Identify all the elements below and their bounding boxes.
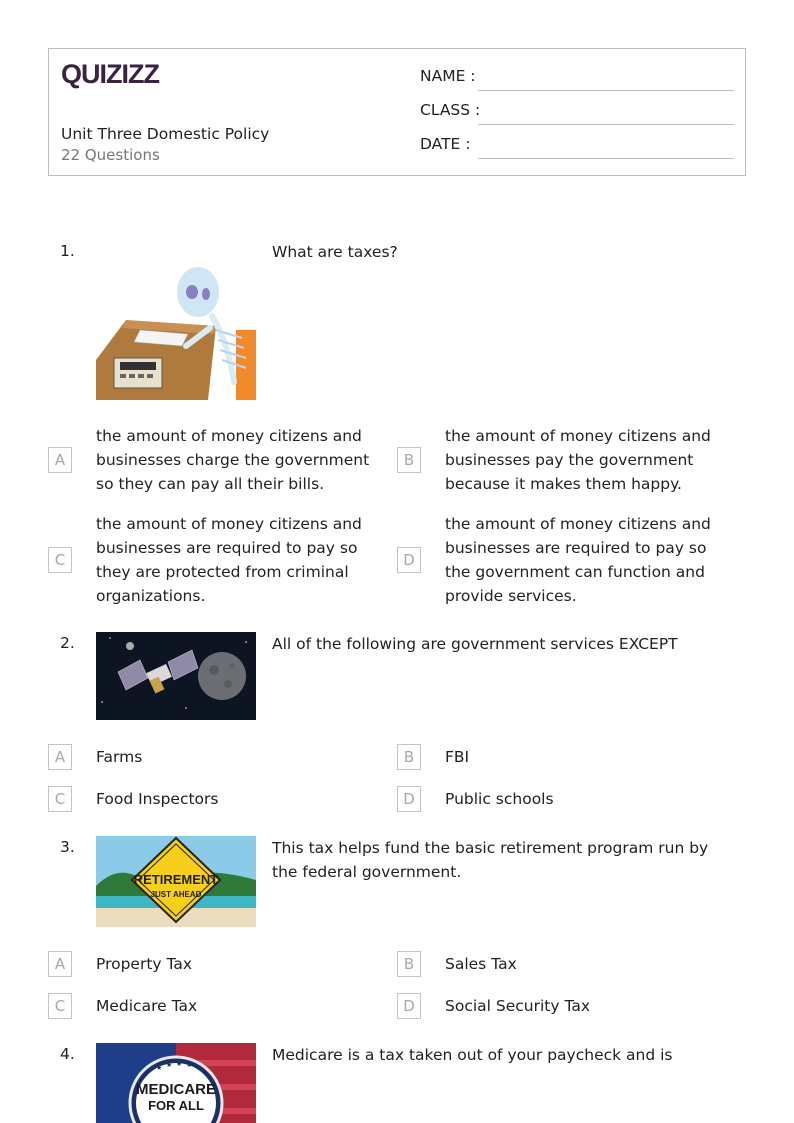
worksheet-title: Unit Three Domestic Policy bbox=[61, 125, 270, 143]
option-text: Farms bbox=[96, 748, 143, 766]
option-text: the amount of money citizens and businesses are required to pay so the government can function and provide services. bbox=[445, 515, 711, 605]
option-letter[interactable]: B bbox=[397, 951, 421, 977]
skeleton-calculator-image bbox=[96, 242, 256, 400]
svg-text:★: ★ bbox=[186, 1062, 193, 1069]
medicare-button-image bbox=[96, 1043, 256, 1123]
medicare-button-illustration bbox=[96, 1043, 256, 1123]
svg-text:★: ★ bbox=[176, 1061, 183, 1068]
worksheet-header bbox=[48, 48, 746, 176]
retirement-sign-line2: JUST AHEAD bbox=[150, 890, 202, 899]
name-line[interactable] bbox=[478, 90, 734, 91]
option-letter[interactable]: D bbox=[397, 786, 421, 812]
option-letter[interactable]: A bbox=[48, 447, 72, 473]
date-label: DATE : bbox=[420, 135, 471, 153]
option-letter[interactable]: B bbox=[397, 744, 421, 770]
question-text: What are taxes? bbox=[272, 243, 398, 261]
option-text: FBI bbox=[445, 748, 470, 766]
quizizz-logo: QUIZIZZ bbox=[61, 59, 159, 89]
medicare-button-line1: MEDICARE bbox=[135, 1081, 217, 1098]
option-text: Public schools bbox=[445, 790, 554, 808]
name-field[interactable] bbox=[420, 67, 734, 91]
option-text: Property Tax bbox=[96, 955, 193, 973]
question-number: 3. bbox=[60, 838, 75, 856]
class-field[interactable] bbox=[420, 101, 734, 125]
question-number: 2. bbox=[60, 634, 75, 652]
retirement-sign-image bbox=[96, 836, 256, 927]
option-letter[interactable]: A bbox=[48, 951, 72, 977]
spacecraft-moon-image bbox=[96, 632, 256, 720]
class-line[interactable] bbox=[478, 124, 734, 125]
option-letter[interactable]: A bbox=[48, 744, 72, 770]
question-text: All of the following are government services EXCEPT bbox=[272, 635, 678, 653]
medicare-button-line2: FOR ALL bbox=[148, 1098, 204, 1113]
option-text: the amount of money citizens and businesses are required to pay so they are protected from criminal organizations. bbox=[96, 515, 362, 605]
option-letter[interactable]: C bbox=[48, 547, 72, 573]
question-number: 4. bbox=[60, 1045, 75, 1063]
option-text: Social Security Tax bbox=[445, 997, 591, 1015]
retirement-sign-line1: RETIREMENT bbox=[133, 872, 219, 887]
svg-text:★: ★ bbox=[196, 1065, 203, 1072]
option-text: the amount of money citizens and businesses charge the government so they can pay all their bills. bbox=[96, 427, 370, 493]
question-number: 1. bbox=[60, 242, 75, 260]
spacecraft-illustration bbox=[96, 632, 256, 720]
option-letter[interactable]: D bbox=[397, 547, 421, 573]
option-text: Food Inspectors bbox=[96, 790, 219, 808]
question-text: This tax helps fund the basic retirement program run by the federal government. bbox=[272, 839, 709, 881]
date-line[interactable] bbox=[478, 158, 734, 159]
name-label: NAME : bbox=[420, 67, 476, 85]
option-text: the amount of money citizens and businesses pay the government because it makes them happy. bbox=[445, 427, 711, 493]
option-letter[interactable]: B bbox=[397, 447, 421, 473]
option-text: Sales Tax bbox=[445, 955, 517, 973]
option-letter[interactable]: C bbox=[48, 786, 72, 812]
question-text: Medicare is a tax taken out of your paycheck and is bbox=[272, 1046, 673, 1064]
class-label: CLASS : bbox=[420, 101, 481, 119]
retirement-sign-illustration bbox=[96, 836, 256, 927]
option-text: Medicare Tax bbox=[96, 997, 198, 1015]
skeleton-illustration bbox=[96, 242, 256, 400]
option-letter[interactable]: D bbox=[397, 993, 421, 1019]
question-count: 22 Questions bbox=[61, 146, 160, 164]
svg-text:★: ★ bbox=[166, 1062, 173, 1069]
date-field[interactable] bbox=[420, 135, 734, 159]
svg-text:★: ★ bbox=[156, 1065, 163, 1072]
option-letter[interactable]: C bbox=[48, 993, 72, 1019]
